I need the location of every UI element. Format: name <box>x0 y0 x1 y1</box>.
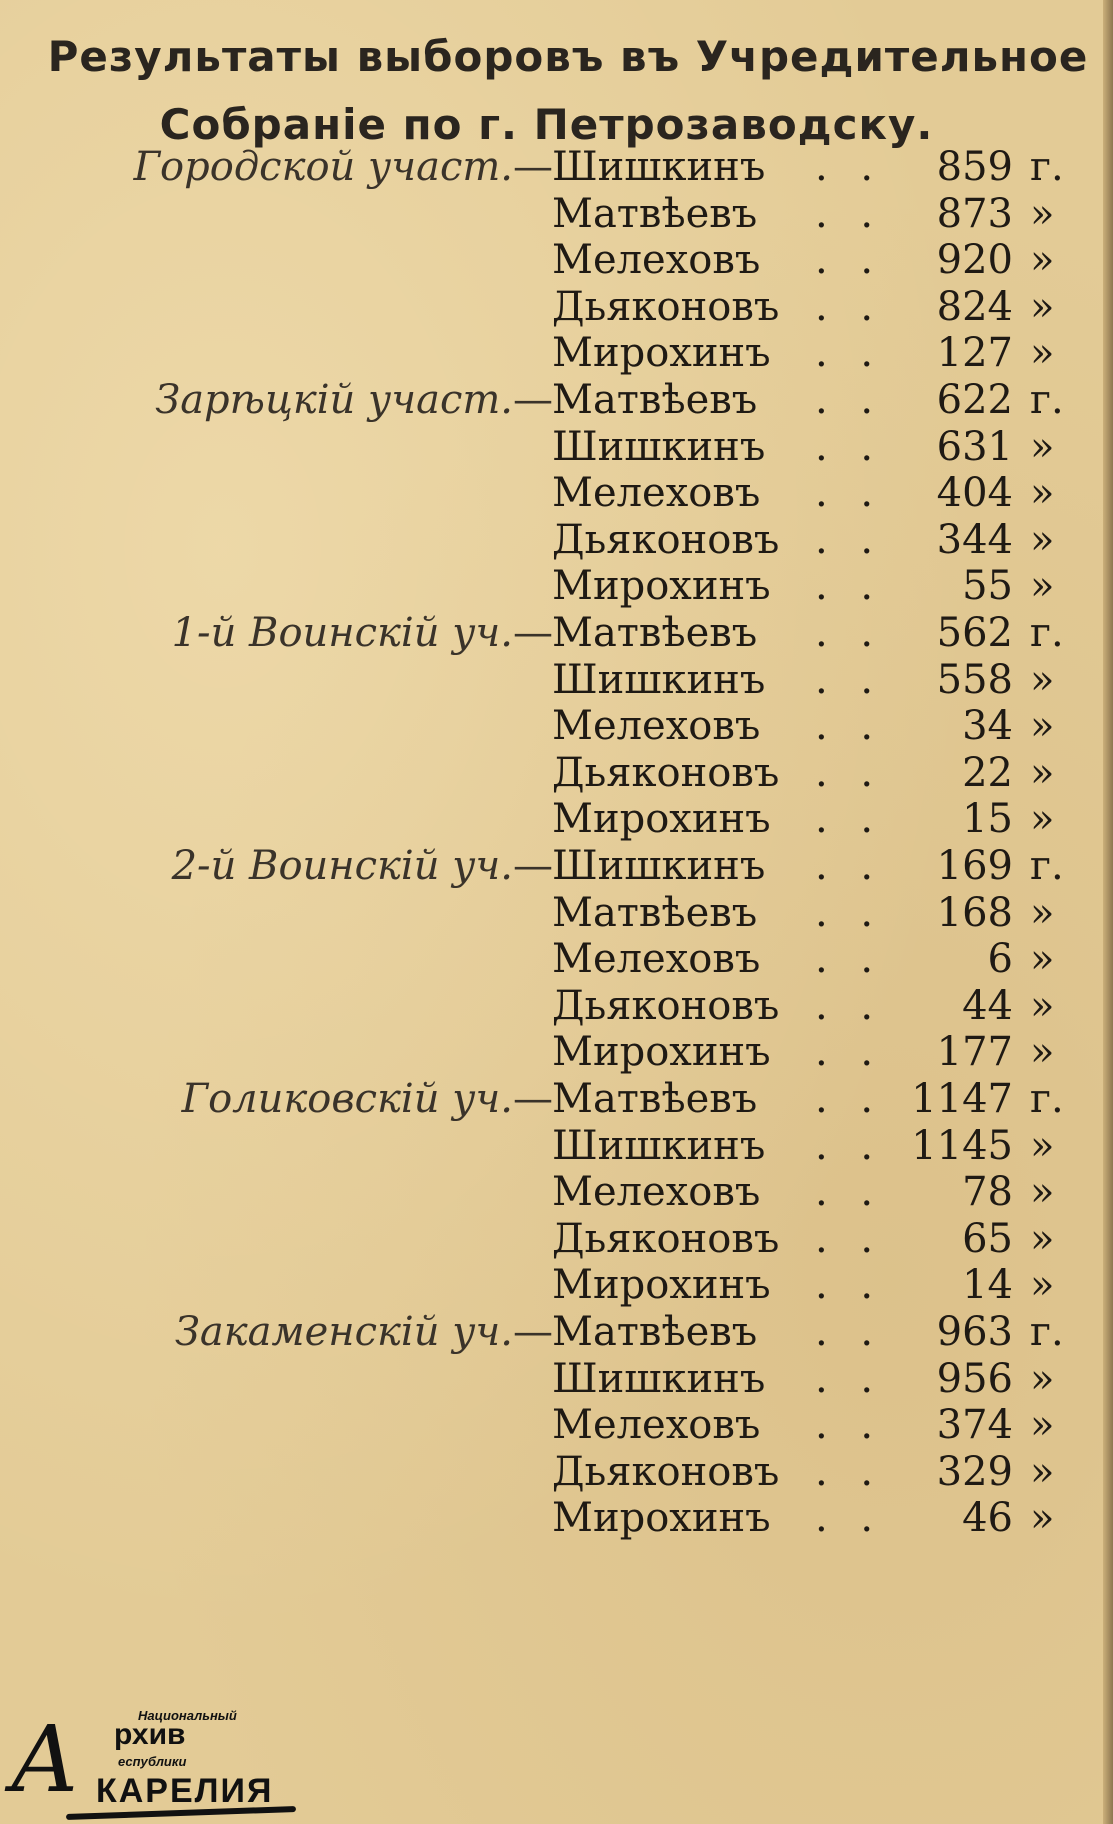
vote-count: 127 <box>936 330 1013 376</box>
leader-dots: . . <box>815 1123 884 1169</box>
vote-unit: » <box>1030 1216 1055 1262</box>
leader-dots: . . <box>815 657 884 703</box>
leader-dots: . . <box>815 424 884 470</box>
vote-unit: » <box>1030 1356 1055 1402</box>
leader-dots: . . <box>815 284 884 330</box>
vote-count: 824 <box>936 284 1013 330</box>
archive-logo <box>6 1700 306 1820</box>
candidate-name: Мелеховъ <box>552 703 761 749</box>
candidate-name: Матвѣевъ <box>552 1076 758 1122</box>
vote-count: 956 <box>936 1356 1013 1402</box>
leader-dots: . . <box>815 470 884 516</box>
candidate-name: Дьяконовъ <box>552 750 780 796</box>
result-row <box>0 326 1113 380</box>
vote-unit: » <box>1030 1402 1055 1448</box>
result-row <box>0 1305 1113 1359</box>
precinct-dash: — <box>513 1309 553 1355</box>
leader-dots: . . <box>815 1169 884 1215</box>
logo-line-3: еспублики <box>118 1754 187 1769</box>
candidate-name: Мирохинъ <box>552 1495 771 1541</box>
leader-dots: . . <box>815 703 884 749</box>
precinct-name: Закаменскій уч. <box>174 1309 513 1355</box>
leader-dots: . . <box>815 890 884 936</box>
result-row <box>0 1398 1113 1452</box>
vote-unit: г. <box>1030 1076 1064 1122</box>
vote-unit: г. <box>1030 144 1064 190</box>
result-row <box>0 1025 1113 1079</box>
heading-line-2: Собраніе по г. Петрозаводску. <box>159 100 934 149</box>
vote-count: 404 <box>936 470 1013 516</box>
precinct-dash: — <box>513 377 553 423</box>
vote-count: 329 <box>936 1449 1013 1495</box>
vote-unit: » <box>1030 470 1055 516</box>
vote-unit: г. <box>1030 377 1064 423</box>
vote-unit: » <box>1030 657 1055 703</box>
vote-unit: » <box>1030 563 1055 609</box>
vote-count: 859 <box>936 144 1013 190</box>
vote-unit: » <box>1030 1449 1055 1495</box>
leader-dots: . . <box>815 517 884 563</box>
result-row <box>0 373 1113 427</box>
vote-unit: » <box>1030 703 1055 749</box>
vote-count: 344 <box>936 517 1013 563</box>
leader-dots: . . <box>815 750 884 796</box>
result-row <box>0 839 1113 893</box>
candidate-name: Матвѣевъ <box>552 610 758 656</box>
candidate-name: Дьяконовъ <box>552 1449 780 1495</box>
candidate-name: Матвѣевъ <box>552 377 758 423</box>
candidate-name: Мелеховъ <box>552 1169 761 1215</box>
candidate-name: Шишкинъ <box>552 657 766 703</box>
candidate-name: Матвѣевъ <box>552 1309 758 1355</box>
precinct-dash: — <box>513 610 553 656</box>
heading-line-1: Результаты выборовъ въ Учредительное <box>47 32 1089 81</box>
vote-unit: » <box>1030 983 1055 1029</box>
leader-dots: . . <box>815 1076 884 1122</box>
vote-count: 15 <box>962 796 1013 842</box>
vote-unit: » <box>1030 1123 1055 1169</box>
vote-count: 169 <box>936 843 1013 889</box>
precinct-label <box>155 373 553 427</box>
candidate-name: Дьяконовъ <box>552 517 780 563</box>
logo-line-2: рхив <box>114 1718 186 1751</box>
result-row <box>0 140 1113 194</box>
leader-dots: . . <box>815 1495 884 1541</box>
vote-unit: » <box>1030 936 1055 982</box>
candidate-name: Дьяконовъ <box>552 284 780 330</box>
leader-dots: . . <box>815 144 884 190</box>
vote-count: 46 <box>962 1495 1013 1541</box>
leader-dots: . . <box>815 1216 884 1262</box>
vote-unit: » <box>1030 1169 1055 1215</box>
precinct-name: 2-й Воинскій уч. <box>171 843 513 889</box>
vote-unit: » <box>1030 890 1055 936</box>
vote-unit: » <box>1030 424 1055 470</box>
candidate-name: Мелеховъ <box>552 1402 761 1448</box>
vote-count: 1147 <box>911 1076 1013 1122</box>
candidate-name: Мелеховъ <box>552 936 761 982</box>
vote-unit: г. <box>1030 843 1064 889</box>
result-row <box>0 466 1113 520</box>
leader-dots: . . <box>815 983 884 1029</box>
result-row <box>0 932 1113 986</box>
precinct-dash: — <box>513 843 553 889</box>
result-row <box>0 1491 1113 1545</box>
candidate-name: Мирохинъ <box>552 330 771 376</box>
leader-dots: . . <box>815 1029 884 1075</box>
vote-count: 55 <box>962 563 1013 609</box>
leader-dots: . . <box>815 1449 884 1495</box>
leader-dots: . . <box>815 377 884 423</box>
result-row <box>0 1072 1113 1126</box>
vote-count: 6 <box>987 936 1013 982</box>
vote-unit: » <box>1030 284 1055 330</box>
vote-unit: » <box>1030 1495 1055 1541</box>
vote-unit: » <box>1030 237 1055 283</box>
result-row <box>0 606 1113 660</box>
vote-count: 622 <box>936 377 1013 423</box>
precinct-name: 1-й Воинскій уч. <box>171 610 513 656</box>
candidate-name: Шишкинъ <box>552 1123 766 1169</box>
vote-count: 22 <box>962 750 1013 796</box>
vote-unit: » <box>1030 750 1055 796</box>
vote-count: 873 <box>936 191 1013 237</box>
leader-dots: . . <box>815 191 884 237</box>
logo-line-1: Национальный <box>138 1708 237 1723</box>
vote-count: 14 <box>962 1262 1013 1308</box>
leader-dots: . . <box>815 330 884 376</box>
leader-dots: . . <box>815 843 884 889</box>
precinct-label <box>172 839 553 893</box>
candidate-name: Шишкинъ <box>552 144 766 190</box>
leader-dots: . . <box>815 796 884 842</box>
vote-count: 1145 <box>911 1123 1013 1169</box>
precinct-dash: — <box>513 144 553 190</box>
precinct-name: Голиковскій уч. <box>181 1076 513 1122</box>
leader-dots: . . <box>815 1356 884 1402</box>
vote-count: 44 <box>962 983 1013 1029</box>
leader-dots: . . <box>815 1402 884 1448</box>
candidate-name: Дьяконовъ <box>552 1216 780 1262</box>
leader-dots: . . <box>815 1262 884 1308</box>
vote-unit: г. <box>1030 1309 1064 1355</box>
result-row <box>0 1258 1113 1312</box>
precinct-label <box>172 606 553 660</box>
vote-count: 34 <box>962 703 1013 749</box>
vote-count: 374 <box>936 1402 1013 1448</box>
precinct-name: Городской участ. <box>133 144 513 190</box>
vote-count: 963 <box>936 1309 1013 1355</box>
result-row <box>0 559 1113 613</box>
vote-count: 920 <box>936 237 1013 283</box>
vote-unit: » <box>1030 191 1055 237</box>
result-row <box>0 233 1113 287</box>
vote-count: 558 <box>936 657 1013 703</box>
precinct-label <box>134 140 553 194</box>
leader-dots: . . <box>815 610 884 656</box>
leader-dots: . . <box>815 563 884 609</box>
precinct-name: Зарѣцкій участ. <box>155 377 513 423</box>
vote-unit: » <box>1030 1029 1055 1075</box>
leader-dots: . . <box>815 237 884 283</box>
candidate-name: Мирохинъ <box>552 1262 771 1308</box>
vote-count: 177 <box>936 1029 1013 1075</box>
candidate-name: Мелеховъ <box>552 237 761 283</box>
candidate-name: Мирохинъ <box>552 563 771 609</box>
logo-initial: А <box>10 1706 80 1813</box>
precinct-label <box>182 1072 553 1126</box>
vote-count: 168 <box>936 890 1013 936</box>
logo-line-4: КАРЕЛИЯ <box>96 1772 274 1810</box>
vote-unit: » <box>1030 796 1055 842</box>
candidate-name: Матвѣевъ <box>552 890 758 936</box>
vote-count: 631 <box>936 424 1013 470</box>
candidate-name: Шишкинъ <box>552 843 766 889</box>
vote-unit: » <box>1030 517 1055 563</box>
leader-dots: . . <box>815 936 884 982</box>
vote-count: 78 <box>962 1169 1013 1215</box>
result-row <box>0 699 1113 753</box>
candidate-name: Матвѣевъ <box>552 191 758 237</box>
candidate-name: Дьяконовъ <box>552 983 780 1029</box>
precinct-dash: — <box>513 1076 553 1122</box>
candidate-name: Мелеховъ <box>552 470 761 516</box>
result-row <box>0 792 1113 846</box>
candidate-name: Мирохинъ <box>552 796 771 842</box>
vote-count: 562 <box>936 610 1013 656</box>
precinct-label <box>175 1305 553 1359</box>
result-row <box>0 1165 1113 1219</box>
vote-unit: » <box>1030 1262 1055 1308</box>
leader-dots: . . <box>815 1309 884 1355</box>
vote-unit: » <box>1030 330 1055 376</box>
candidate-name: Мирохинъ <box>552 1029 771 1075</box>
vote-unit: г. <box>1030 610 1064 656</box>
vote-count: 65 <box>962 1216 1013 1262</box>
candidate-name: Шишкинъ <box>552 1356 766 1402</box>
candidate-name: Шишкинъ <box>552 424 766 470</box>
